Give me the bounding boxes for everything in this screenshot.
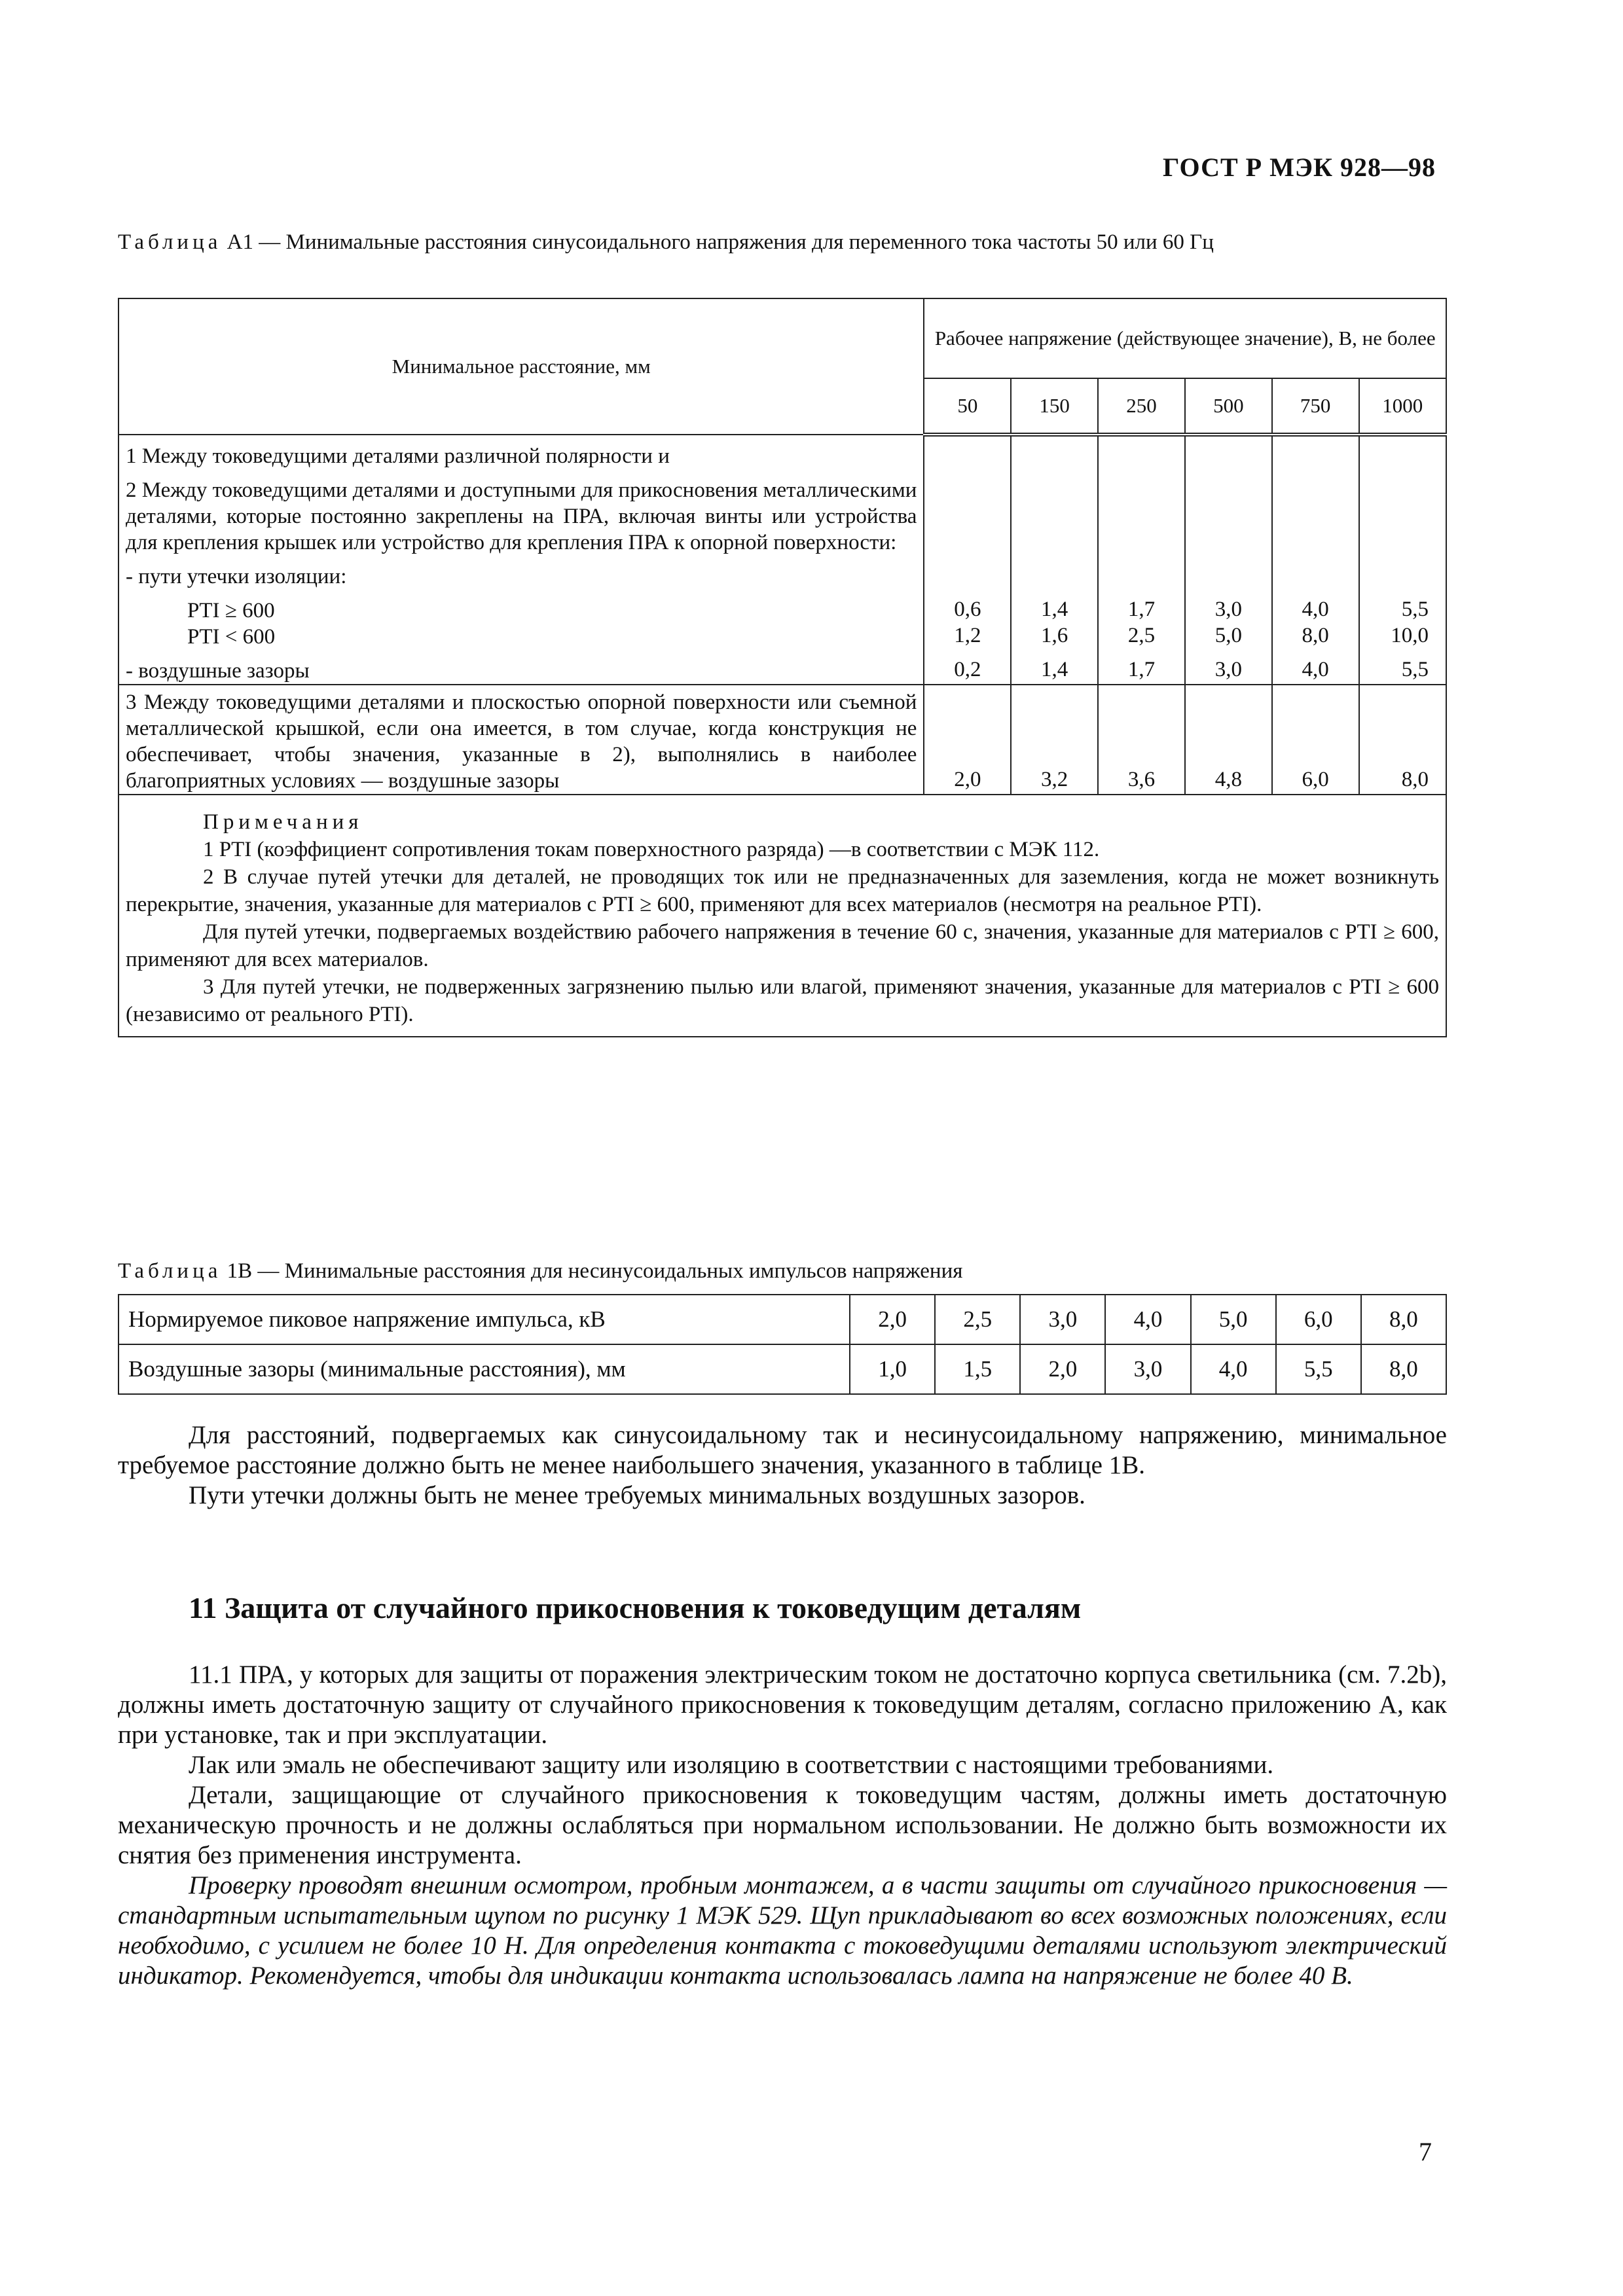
table-row [119, 1295, 1446, 1344]
value-cell: 1,2 [954, 624, 981, 647]
table-row [119, 435, 1446, 685]
note-2b: Для путей утечки, подвергаемых воздействию рабочего напряжения в течение 60 с, значения, указанные для материалов с PTI ≥ 600, применяют для всех материалов. [126, 920, 1439, 971]
value-cell: 4,0 [1105, 1295, 1190, 1344]
paragraph: Лак или эмаль не обеспечивают защиту или изоляцию в соответствии с настоящими требованиями. [189, 1751, 1274, 1779]
voltage-header: 1000 [1359, 378, 1446, 435]
pti-ge-label: PTI ≥ 600 [187, 599, 275, 622]
creepage-label: - пути утечки изоляции: [126, 565, 347, 588]
notes-row [119, 795, 1446, 1037]
table-row [119, 1344, 1446, 1394]
value-cell: 2,0 [1020, 1344, 1105, 1394]
table-1b-caption [118, 1258, 1427, 1284]
item2-text: 2 Между токоведущими деталями и доступными для прикосновения металлическими деталями, которые постоянно закреплены на ПРА, включая винты или устройства для крепления крышек или устройство для крепления ПРА к опорной поверхности: [126, 478, 917, 554]
value-cell: 6,0 [1272, 685, 1359, 795]
value-cell: 1,5 [935, 1344, 1020, 1394]
value-cell: 1,7 [1127, 598, 1156, 621]
table-1b-caption-text: 1В — Минимальные расстояния для несинусоидальных импульсов напряжения [221, 1259, 963, 1283]
item3-text: 3 Между токоведущими деталями и плоскостью опорной поверхности или съемной металлической крышкой, если она имеется, в том случае, когда конструкция не обеспечивает, чтобы значения, указанные в 2), выполнялись в наиболее благоприятных условиях — воздушные зазоры [126, 691, 917, 793]
row-label: Нормируемое пиковое напряжение импульса, кВ [119, 1295, 850, 1344]
value-cell: 8,0 [1302, 624, 1329, 647]
clearance-label: - воздушные зазоры [126, 659, 310, 683]
paragraph: Детали, защищающие от случайного прикосновения к токоведущим частям, должны иметь достаточную механическую прочность и не должны ослабляться при нормальном использовании. Не должно быть возможности их снятия без применения инструмента. [118, 1781, 1447, 1869]
notes-title: Примечания [203, 810, 363, 834]
value-cell: 0,6 [954, 598, 981, 621]
value-cell: 3,0 [1214, 598, 1242, 621]
value-cell: 4,8 [1185, 685, 1272, 795]
body-block-1 [118, 1420, 1447, 1511]
table-row [119, 685, 1446, 795]
value-cell: 2,5 [935, 1295, 1020, 1344]
value-cell: 5,5 [1276, 1344, 1361, 1394]
value-cell: 1,0 [850, 1344, 935, 1394]
table-a1-caption-text: А1 — Минимальные расстояния синусоидального напряжения для переменного тока частоты 50 или 60 Гц [221, 230, 1214, 254]
value-cell: 1,7 [1127, 658, 1156, 681]
table-1b [118, 1294, 1447, 1395]
value-cell: 5,5 [1401, 598, 1429, 621]
voltage-header: 500 [1185, 378, 1272, 435]
paragraph: 11.1 ПРА, у которых для защиты от поражения электрическим током не достаточно корпуса светильника (см. 7.2b), должны иметь достаточную защиту от случайного прикосновения к токоведущим деталям, согласно приложению А, как при установке, так и при эксплуатации. [118, 1660, 1447, 1749]
value-cell: 6,0 [1276, 1295, 1361, 1344]
value-cell: 5,5 [1401, 658, 1429, 681]
col-header-min-distance: Минимальное расстояние, мм [119, 298, 924, 435]
table-a1-caption-label: Таблица [118, 230, 222, 254]
note-3: 3 Для путей утечки, не подверженных загрязнению пылью или влагой, применяют значения, указанные для материалов с PTI ≥ 600 (независимо от реального PTI). [126, 975, 1439, 1026]
value-cell: 3,0 [1214, 658, 1242, 681]
value-cell: 4,0 [1191, 1344, 1276, 1394]
value-cell: 5,0 [1191, 1295, 1276, 1344]
section-title: 11 Защита от случайного прикосновения к токоведущим деталям [189, 1591, 1082, 1624]
value-cell: 2,5 [1127, 624, 1156, 647]
table-a1-caption [118, 229, 1427, 255]
body-block-2 [118, 1660, 1447, 1991]
note-2: 2 В случае путей утечки для деталей, не проводящих ток или не предназначенных для заземления, когда не может возникнуть перекрытие, значения, указанные для материалов с PTI ≥ 600, применяют для всех материалов (несмотря на реальное PTI). [126, 865, 1439, 916]
pti-lt-label: PTI < 600 [187, 625, 276, 649]
value-cell: 2,0 [924, 685, 1011, 795]
document-id: ГОСТ Р МЭК 928—98 [1163, 152, 1436, 182]
page-number: 7 [1419, 2137, 1432, 2166]
voltage-header: 150 [1011, 378, 1098, 435]
value-cell: 8,0 [1361, 1295, 1446, 1344]
value-cell: 8,0 [1359, 685, 1446, 795]
value-cell: 4,0 [1302, 598, 1329, 621]
col-header-voltage: Рабочее напряжение (действующее значение), В, не более [924, 298, 1446, 378]
voltage-header: 250 [1098, 378, 1185, 435]
value-cell: 0,2 [954, 658, 981, 681]
value-cell: 1,6 [1041, 624, 1068, 647]
value-cell: 8,0 [1361, 1344, 1446, 1394]
value-cell: 4,0 [1302, 658, 1329, 681]
table-a1 [118, 298, 1447, 1037]
table-1b-caption-label: Таблица [118, 1259, 222, 1283]
value-cell: 10,0 [1391, 624, 1429, 647]
paragraph: Пути утечки должны быть не менее требуемых минимальных воздушных зазоров. [189, 1481, 1085, 1509]
value-cell: 1,4 [1041, 598, 1068, 621]
value-cell: 3,0 [1105, 1344, 1190, 1394]
value-cell: 1,4 [1041, 658, 1068, 681]
value-cell: 3,2 [1011, 685, 1098, 795]
voltage-header: 50 [924, 378, 1011, 435]
paragraph: Для расстояний, подвергаемых как синусоидальному так и несинусоидальному напряжению, минимальное требуемое расстояние должно быть не менее наибольшего значения, указанного в таблице 1В. [118, 1421, 1447, 1479]
note-1: 1 PTI (коэффициент сопротивления токам поверхностного разряда) —в соответствии с МЭК 112. [203, 838, 1100, 861]
value-cell: 3,0 [1020, 1295, 1105, 1344]
item1-text: 1 Между токоведущими деталями различной полярности и [126, 444, 670, 468]
row-label: Воздушные зазоры (минимальные расстояния), мм [119, 1344, 850, 1394]
value-cell: 2,0 [850, 1295, 935, 1344]
value-cell: 3,6 [1098, 685, 1185, 795]
paragraph-italic: Проверку проводят внешним осмотром, пробным монтажем, а в части защиты от случайного прикосновения — стандартным испытательным щупом по рисунку 1 МЭК 529. Щуп прикладывают во всех возможных положениях, если необходимо, с усилием не более 10 Н. Для определения контакта с токоведущими деталями используют электрический индикатор. Рекомендуется, чтобы для индикации контакта использовалась лампа на напряжение не более 40 В. [118, 1871, 1447, 1990]
voltage-header: 750 [1272, 378, 1359, 435]
value-cell: 5,0 [1214, 624, 1242, 647]
